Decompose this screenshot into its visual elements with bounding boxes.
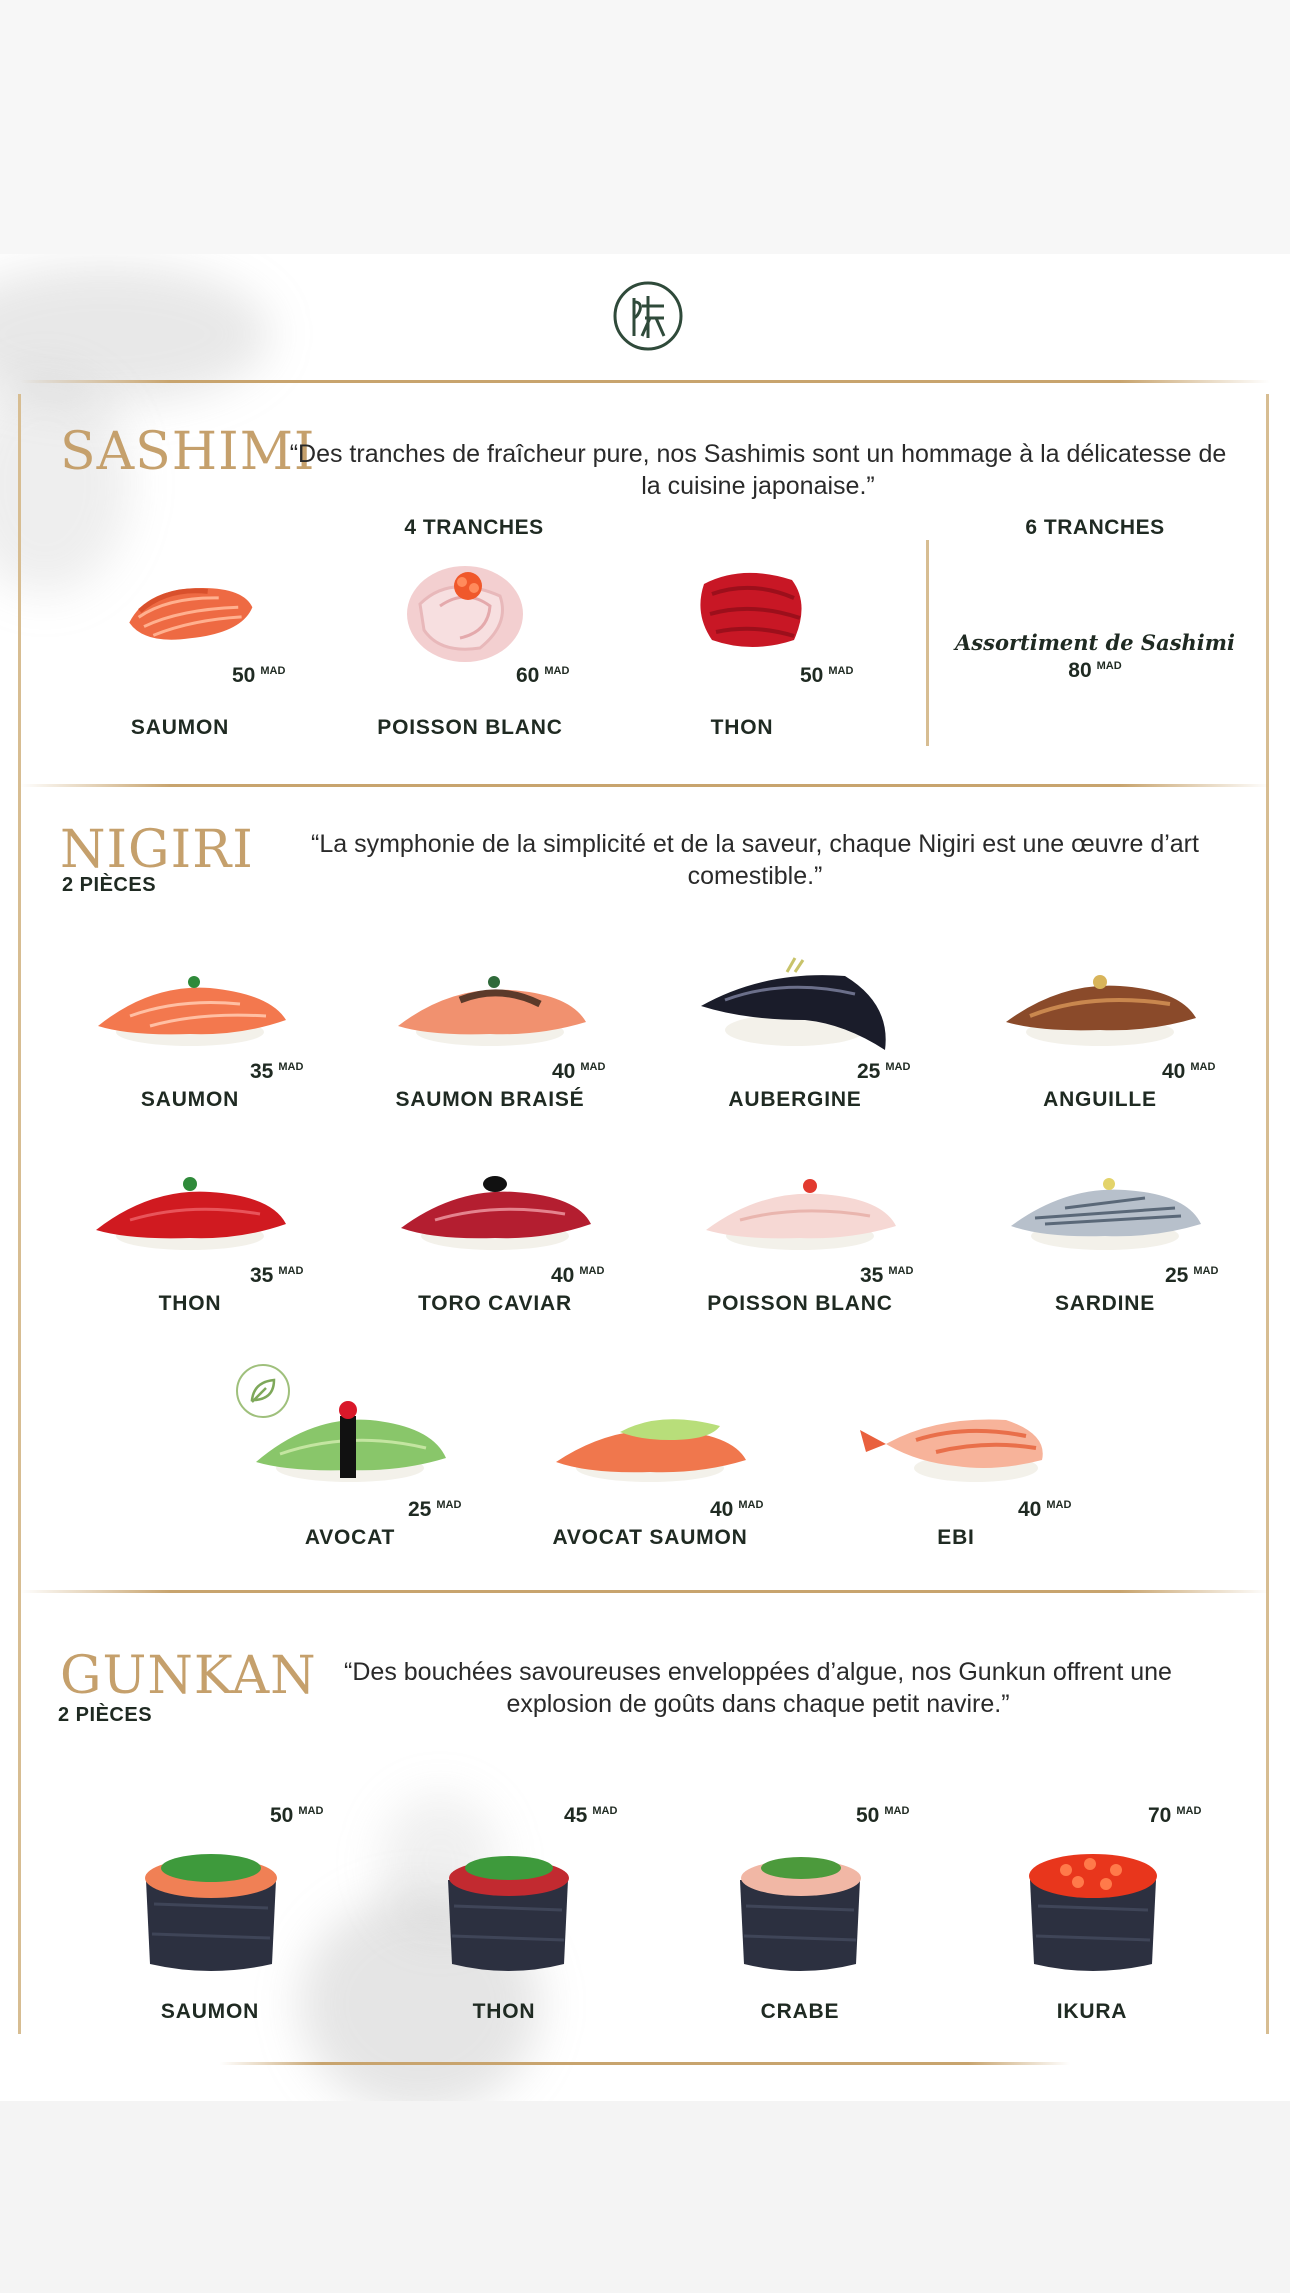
price-thon-sashimi: 50 $^{MAD}$ bbox=[800, 664, 854, 687]
name-saumon-nigiri: SAUMON bbox=[140, 1088, 240, 1111]
nigiri-item-avocat[interactable] bbox=[250, 1390, 490, 1570]
eggplant-nigiri-icon bbox=[695, 954, 895, 1054]
top-blank-band bbox=[0, 0, 1290, 254]
gunkan-item-crabe[interactable] bbox=[720, 1804, 920, 2034]
name-ebi-nigiri: EBI bbox=[937, 1526, 975, 1549]
price-poisson-blanc-sashimi: 60 $^{MAD}$ bbox=[516, 664, 570, 687]
divider-bottom bbox=[220, 2062, 1070, 2065]
nigiri-item-sardine[interactable] bbox=[1005, 1164, 1245, 1338]
name-anguille-nigiri: ANGUILLE bbox=[1043, 1088, 1157, 1111]
name-ikura-gunkan: IKURA bbox=[1056, 2000, 1128, 2023]
name-thon-sashimi: THON bbox=[710, 716, 774, 739]
name-toro-caviar-nigiri: TORO CAVIAR bbox=[418, 1292, 572, 1315]
assortment-price: 80 $^{MAD}$ bbox=[1068, 659, 1122, 682]
divider-nigiri-gunkan bbox=[20, 1590, 1270, 1593]
price-aubergine-nigiri: 25 $^{MAD}$ bbox=[857, 1060, 911, 1083]
price-poisson-blanc-nigiri: 35 $^{MAD}$ bbox=[860, 1264, 914, 1287]
nigiri-item-avocat-saumon[interactable] bbox=[550, 1390, 800, 1570]
nigiri-item-saumon[interactable] bbox=[90, 964, 330, 1134]
sashimi-item-thon[interactable] bbox=[672, 544, 912, 754]
ikura-gunkan-icon bbox=[1018, 1834, 1168, 1984]
tuna-sashimi-icon bbox=[682, 544, 822, 674]
name-thon-nigiri: THON bbox=[158, 1292, 222, 1315]
price-crabe-gunkan: 50 $^{MAD}$ bbox=[856, 1804, 910, 1827]
nigiri-subtitle: 2 PIÈCES bbox=[62, 874, 157, 896]
name-aubergine-nigiri: AUBERGINE bbox=[728, 1088, 862, 1111]
nigiri-item-thon[interactable] bbox=[90, 1168, 330, 1338]
nigiri-item-saumon-braise[interactable] bbox=[390, 964, 640, 1134]
avocado-nigiri-icon bbox=[250, 1390, 450, 1490]
nigiri-item-aubergine[interactable] bbox=[695, 954, 945, 1134]
sashimi-tagline: “Des tranches de fraîcheur pure, nos Sashimis sont un hommage à la délicatesse de la cuisine japonaise.” bbox=[289, 440, 1227, 500]
salmon-gunkan-icon bbox=[136, 1834, 286, 1984]
salmon-nigiri-icon bbox=[90, 964, 290, 1054]
shrimp-nigiri-icon bbox=[856, 1390, 1056, 1490]
name-poisson-blanc-sashimi: POISSON BLANC bbox=[377, 716, 563, 739]
nigiri-tagline: “La symphonie de la simplicité et de la saveur, chaque Nigiri est une œuvre d’art comestible.” bbox=[311, 830, 1199, 890]
avocado-salmon-nigiri-icon bbox=[550, 1390, 750, 1490]
price-saumon-gunkan: 50 $^{MAD}$ bbox=[270, 1804, 324, 1827]
frame-right bbox=[1266, 394, 1269, 2034]
assortment-name: Assortiment de Sashimi bbox=[955, 630, 1235, 655]
nigiri-item-poisson-blanc[interactable] bbox=[700, 1168, 950, 1338]
salmon-sashimi-icon bbox=[110, 554, 270, 664]
sashimi-group-6-tranches: 6 TRANCHES bbox=[1025, 516, 1165, 539]
tuna-nigiri-icon bbox=[90, 1168, 290, 1258]
gunkan-item-ikura[interactable] bbox=[1012, 1804, 1212, 2034]
gunkan-title: GUNKAN bbox=[60, 1646, 317, 1706]
nigiri-item-toro-caviar[interactable] bbox=[395, 1164, 645, 1338]
price-saumon-nigiri: 35 $^{MAD}$ bbox=[250, 1060, 304, 1083]
nigiri-item-anguille[interactable] bbox=[1000, 960, 1240, 1134]
price-anguille-nigiri: 40 $^{MAD}$ bbox=[1162, 1060, 1216, 1083]
price-saumon-sashimi: 50 $^{MAD}$ bbox=[232, 664, 286, 687]
eel-nigiri-icon bbox=[1000, 960, 1200, 1054]
restaurant-logo-icon bbox=[612, 280, 684, 352]
price-thon-nigiri: 35 $^{MAD}$ bbox=[250, 1264, 304, 1287]
sashimi-title: SASHIMI bbox=[60, 422, 316, 482]
price-saumon-braise-nigiri: 40 $^{MAD}$ bbox=[552, 1060, 606, 1083]
divider-sashimi-nigiri bbox=[20, 784, 1270, 787]
gunkan-item-saumon[interactable] bbox=[130, 1804, 330, 2034]
bottom-blank-band bbox=[0, 2101, 1290, 2293]
white-fish-sashimi-icon bbox=[390, 544, 540, 674]
name-crabe-gunkan: CRABE bbox=[760, 2000, 840, 2023]
divider-top bbox=[20, 380, 1270, 383]
price-sardine-nigiri: 25 $^{MAD}$ bbox=[1165, 1264, 1219, 1287]
name-saumon-sashimi: SAUMON bbox=[130, 716, 230, 739]
price-avocat-nigiri: 25 $^{MAD}$ bbox=[408, 1498, 462, 1521]
crab-gunkan-icon bbox=[726, 1834, 876, 1984]
tuna-gunkan-icon bbox=[434, 1834, 584, 1984]
menu-page bbox=[0, 254, 1290, 2101]
price-thon-gunkan: 45 $^{MAD}$ bbox=[564, 1804, 618, 1827]
price-avocat-saumon-nigiri: 40 $^{MAD}$ bbox=[710, 1498, 764, 1521]
seared-salmon-nigiri-icon bbox=[390, 964, 590, 1054]
nigiri-title: NIGIRI bbox=[60, 820, 254, 880]
sashimi-item-poisson-blanc[interactable] bbox=[370, 544, 630, 754]
gunkan-tagline: “Des bouchées savoureuses enveloppées d’algue, nos Gunkun offrent une explosion de goûts dans chaque petit navire.” bbox=[344, 1658, 1172, 1718]
white-fish-nigiri-icon bbox=[700, 1168, 900, 1258]
name-avocat-saumon-nigiri: AVOCAT SAUMON bbox=[552, 1526, 748, 1549]
nigiri-item-ebi[interactable] bbox=[856, 1390, 1096, 1570]
frame-left bbox=[18, 394, 21, 2034]
gunkan-subtitle: 2 PIÈCES bbox=[58, 1704, 153, 1726]
name-avocat-nigiri: AVOCAT bbox=[304, 1526, 396, 1549]
name-poisson-blanc-nigiri: POISSON BLANC bbox=[707, 1292, 893, 1315]
name-sardine-nigiri: SARDINE bbox=[1054, 1292, 1156, 1315]
sashimi-group-separator bbox=[926, 540, 929, 746]
price-ebi-nigiri: 40 $^{MAD}$ bbox=[1018, 1498, 1072, 1521]
sardine-nigiri-icon bbox=[1005, 1164, 1205, 1258]
price-toro-caviar-nigiri: 40 $^{MAD}$ bbox=[551, 1264, 605, 1287]
gunkan-item-thon[interactable] bbox=[428, 1804, 628, 2034]
name-saumon-gunkan: SAUMON bbox=[160, 2000, 260, 2023]
price-ikura-gunkan: 70 $^{MAD}$ bbox=[1148, 1804, 1202, 1827]
sashimi-assortment[interactable] bbox=[950, 630, 1240, 683]
toro-caviar-nigiri-icon bbox=[395, 1164, 595, 1258]
name-saumon-braise-nigiri: SAUMON BRAISÉ bbox=[395, 1088, 585, 1111]
sashimi-group-4-tranches: 4 TRANCHES bbox=[404, 516, 544, 539]
sashimi-item-saumon[interactable] bbox=[100, 554, 360, 754]
name-thon-gunkan: THON bbox=[472, 2000, 536, 2023]
